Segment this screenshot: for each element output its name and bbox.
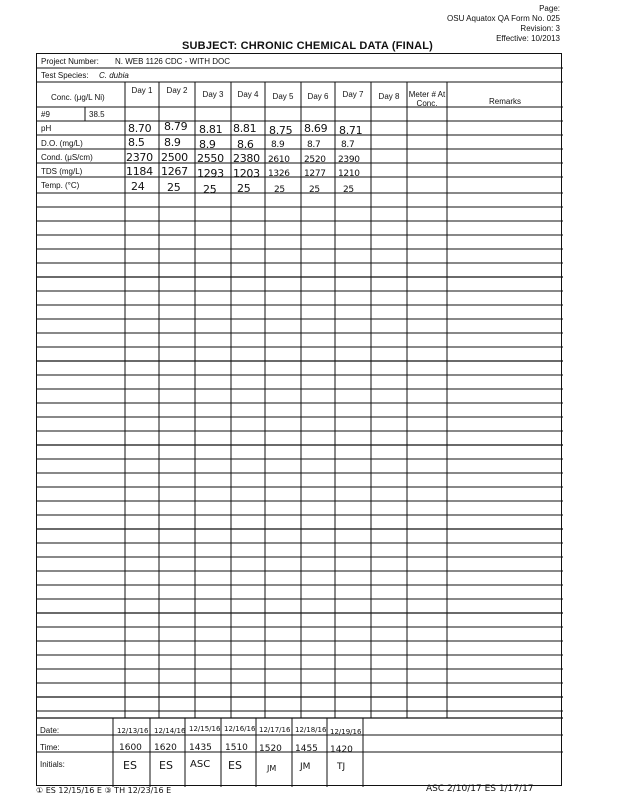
form-header-info bbox=[447, 4, 560, 44]
cond-day-5: 2610 bbox=[268, 155, 290, 165]
species-value: C. dubia bbox=[99, 71, 129, 80]
effective-date: Effective: 10/2013 bbox=[496, 34, 560, 43]
tds-day-1: 1184 bbox=[126, 165, 153, 178]
tds-day-7: 1210 bbox=[338, 169, 360, 179]
initials-label: Initials: bbox=[40, 760, 65, 769]
day-6-header: Day 6 bbox=[307, 92, 329, 101]
day-8-header: Day 8 bbox=[378, 92, 400, 101]
do-day-4: 8.6 bbox=[237, 138, 254, 151]
date-day-2: 12/14/16 bbox=[154, 727, 186, 735]
initials-day-6: JM bbox=[300, 762, 311, 772]
tds-day-3: 1293 bbox=[197, 167, 224, 180]
conc-header: Conc. (μg/L Ni) bbox=[51, 93, 105, 102]
cond-day-6: 2520 bbox=[304, 155, 326, 165]
form-number: OSU Aquatox QA Form No. 025 bbox=[447, 14, 560, 23]
do-day-7: 8.7 bbox=[341, 140, 355, 150]
signoff-note-right: ASC 2/10/17 ES 1/17/17 bbox=[426, 784, 534, 794]
initials-day-3: ASC bbox=[190, 759, 211, 770]
initials-day-1: ES bbox=[123, 759, 137, 772]
param-cond-label: Cond. (μS/cm) bbox=[41, 153, 93, 162]
param-ph-label: pH bbox=[41, 124, 52, 133]
tds-day-4: 1203 bbox=[233, 167, 260, 180]
day-5-header: Day 5 bbox=[272, 92, 294, 101]
initials-day-2: ES bbox=[159, 759, 173, 772]
cond-day-7: 2390 bbox=[338, 155, 360, 165]
day-3-header: Day 3 bbox=[202, 90, 224, 99]
param-do-label: D.O. (mg/L) bbox=[41, 139, 83, 148]
page-label: Page: bbox=[539, 4, 560, 13]
time-day-3: 1435 bbox=[189, 743, 212, 753]
cond-day-3: 2550 bbox=[197, 152, 224, 165]
ph-day-6: 8.69 bbox=[304, 122, 328, 135]
temp-day-6: 25 bbox=[309, 185, 320, 195]
revision: Revision: 3 bbox=[520, 24, 560, 33]
tds-day-2: 1267 bbox=[161, 165, 188, 178]
time-label: Time: bbox=[40, 743, 60, 752]
ph-day-3: 8.81 bbox=[199, 123, 223, 136]
temp-day-4: 25 bbox=[237, 182, 251, 195]
initials-day-5: JM bbox=[267, 764, 277, 773]
do-day-6: 8.7 bbox=[307, 140, 321, 150]
time-day-6: 1455 bbox=[295, 744, 318, 754]
ph-day-2: 8.79 bbox=[164, 120, 188, 133]
time-day-2: 1620 bbox=[154, 743, 177, 753]
do-day-1: 8.5 bbox=[128, 136, 145, 149]
date-day-7: 12/19/16 bbox=[330, 728, 362, 736]
date-label: Date: bbox=[40, 726, 60, 735]
time-day-1: 1600 bbox=[119, 743, 142, 753]
day-4-header: Day 4 bbox=[237, 90, 259, 99]
time-day-7: 1420 bbox=[330, 745, 353, 755]
temp-day-3: 25 bbox=[203, 183, 217, 196]
date-day-4: 12/16/16 bbox=[224, 725, 256, 733]
param-temp-label: Temp. (°C) bbox=[41, 181, 80, 190]
date-day-5: 12/17/16 bbox=[259, 726, 291, 734]
sample-conc: 38.5 bbox=[89, 110, 105, 119]
ph-day-5: 8.75 bbox=[269, 124, 293, 137]
do-day-3: 8.9 bbox=[199, 138, 216, 151]
project-label: Project Number: bbox=[41, 57, 99, 66]
day-1-header: Day 1 bbox=[131, 86, 153, 95]
cond-day-2: 2500 bbox=[161, 151, 188, 164]
cond-day-4: 2380 bbox=[233, 152, 260, 165]
do-day-2: 8.9 bbox=[164, 136, 181, 149]
do-day-5: 8.9 bbox=[271, 140, 285, 150]
tds-day-6: 1277 bbox=[304, 169, 326, 179]
species-label: Test Species: bbox=[41, 71, 89, 80]
temp-day-5: 25 bbox=[274, 185, 285, 195]
sample-id: #9 bbox=[41, 110, 50, 119]
project-value: N. WEB 1126 CDC - WITH DOC bbox=[115, 57, 230, 66]
data-form bbox=[36, 53, 562, 786]
date-day-1: 12/13/16 bbox=[117, 727, 149, 735]
date-day-6: 12/18/16 bbox=[295, 726, 327, 734]
form-title: SUBJECT: CHRONIC CHEMICAL DATA (FINAL) bbox=[182, 40, 434, 52]
ph-day-7: 8.71 bbox=[339, 124, 363, 137]
date-day-3: 12/15/16 bbox=[189, 725, 221, 733]
time-day-5: 1520 bbox=[259, 744, 282, 754]
ph-day-1: 8.70 bbox=[128, 122, 152, 135]
temp-day-7: 25 bbox=[343, 185, 354, 195]
ph-day-4: 8.81 bbox=[233, 122, 257, 135]
initials-day-4: ES bbox=[228, 759, 242, 772]
tds-day-5: 1326 bbox=[268, 169, 290, 179]
day-2-header: Day 2 bbox=[166, 86, 188, 95]
cond-day-1: 2370 bbox=[126, 151, 153, 164]
time-day-4: 1510 bbox=[225, 743, 248, 753]
day-7-header: Day 7 bbox=[342, 90, 364, 99]
correction-note-left: ① ES 12/15/16 E ③ TH 12/23/16 E bbox=[36, 786, 172, 795]
remarks-header: Remarks bbox=[488, 97, 521, 106]
meter-header: Meter # At Conc. bbox=[408, 90, 446, 108]
grid-lines bbox=[37, 54, 563, 787]
param-tds-label: TDS (mg/L) bbox=[41, 167, 83, 176]
temp-day-1: 24 bbox=[131, 180, 145, 193]
temp-day-2: 25 bbox=[167, 181, 181, 194]
initials-day-7: TJ bbox=[337, 762, 346, 772]
